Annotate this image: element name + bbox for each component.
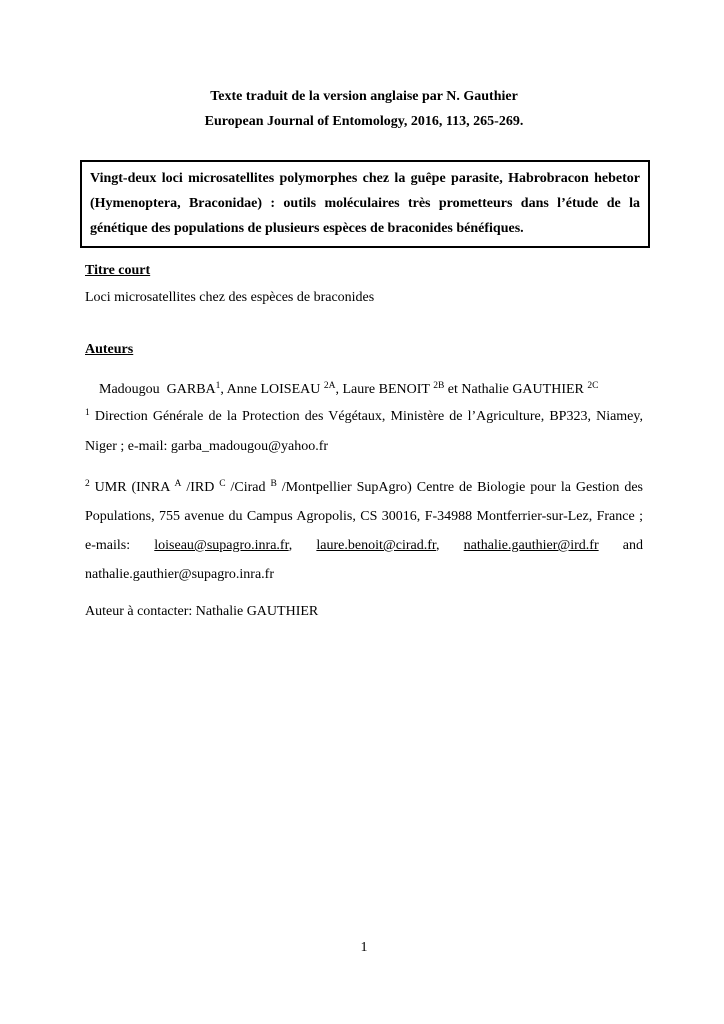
author-superscript: 2B xyxy=(433,381,445,391)
email-link[interactable]: loiseau@supagro.inra.fr xyxy=(154,538,289,553)
affiliation-text: /IRD xyxy=(181,480,220,495)
institute-superscript: B xyxy=(270,479,277,489)
affiliation-text: , xyxy=(435,538,464,553)
affiliation-superscript: 2 xyxy=(85,479,90,489)
author-superscript: 2A xyxy=(323,381,336,391)
author-superscript: 1 xyxy=(215,381,221,391)
email-link[interactable]: laure.benoit@cirad.fr xyxy=(316,538,436,553)
document-header xyxy=(85,84,643,134)
affiliation-text: and nathalie.gauthier@supagro.inra.fr xyxy=(85,538,644,582)
email-link[interactable]: nathalie.gauthier@ird.fr xyxy=(463,538,599,553)
author-name: et Nathalie GAUTHIER xyxy=(444,382,588,397)
authors-heading: Auteurs xyxy=(85,342,134,357)
author-superscript: 2C xyxy=(587,381,599,391)
affiliation-text: UMR (INRA xyxy=(89,480,175,495)
article-title: Vingt-deux loci microsatellites polymorphes chez la guêpe parasite, Habrobracon hebetor (Hymenoptera, Braconidae) : outils moléculaires très prometteurs dans l’étude de la génétique des populations de plusieurs espèces de braconides bénéfiques. xyxy=(90,171,640,236)
affiliation-text: /Cirad xyxy=(225,480,271,495)
author-name: Madougou GARBA xyxy=(99,382,216,397)
article-title-box xyxy=(80,160,650,248)
page-number: 1 xyxy=(360,940,368,955)
affiliation-1 xyxy=(85,402,643,462)
affiliation-text: /Montpellier SupAgro) Centre de Biologie pour la Gestion des Populations, 755 avenue du Campus Agropolis, CS 30016, F-34988 Montferrier-sur-Lez, France ; e-mails: xyxy=(85,480,643,553)
journal-reference: European Journal of Entomology, 2016, 113, 265-269. xyxy=(204,114,524,129)
translation-note: Texte traduit de la version anglaise par N. Gauthier xyxy=(210,89,518,104)
affiliation-2 xyxy=(85,473,643,589)
corresponding-author-line: Auteur à contacter: Nathalie GAUTHIER xyxy=(85,604,319,619)
author-name: , Laure BENOIT xyxy=(335,382,434,397)
institute-superscript: A xyxy=(174,479,182,489)
short-title-heading: Titre court xyxy=(85,263,151,278)
affiliation-text: , xyxy=(288,538,317,553)
affiliation-superscript: 1 xyxy=(85,408,90,418)
author-name: , Anne LOISEAU xyxy=(220,382,324,397)
institute-superscript: C xyxy=(219,479,226,489)
short-title-text: Loci microsatellites chez des espèces de braconides xyxy=(85,290,375,305)
affiliation-text: Direction Générale de la Protection des Végétaux, Ministère de l’Agriculture, BP323, Niamey, Niger ; e-mail: garba_madougou@yahoo.fr xyxy=(85,409,643,454)
